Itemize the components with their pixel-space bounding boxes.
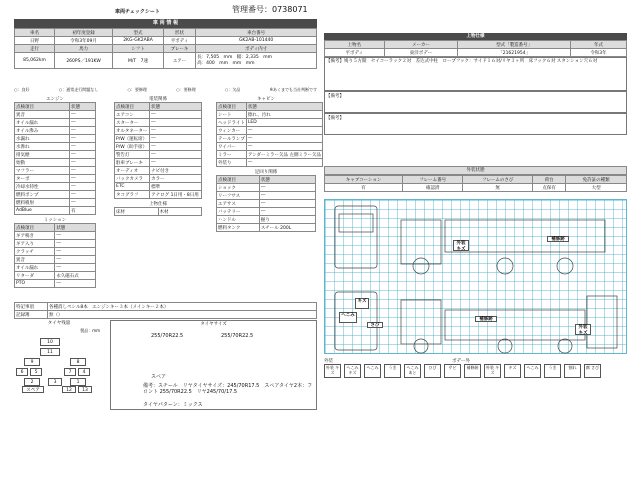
electric-item: スターター — [115, 119, 150, 127]
ext-col-rust: フレームのさび — [463, 176, 532, 184]
cabin-state: 擦れ、汚れ — [246, 111, 322, 119]
engine-row — [15, 199, 96, 207]
electric-item: バックカメラ — [115, 175, 150, 183]
record-label: 記録簿 — [15, 311, 48, 319]
electric-item: タコグラフ — [115, 191, 150, 199]
mission-row — [15, 248, 96, 256]
frame-table — [216, 175, 316, 232]
legend-good: ○：良好 — [14, 87, 30, 92]
legend-row-1 — [14, 87, 317, 93]
engine-item: 排気煙 — [15, 151, 70, 159]
electric-row — [115, 111, 202, 119]
electric-row — [115, 127, 202, 135]
tire-size-title: タイヤサイズ — [200, 322, 227, 327]
engine-state: ― — [70, 135, 96, 143]
car-name: 日野 — [15, 37, 55, 45]
cabin-row — [217, 111, 323, 119]
upper-spec-table — [324, 40, 627, 57]
engine-item: 燃料ポンプ — [15, 191, 70, 199]
upper-note2: 【備考】 — [324, 113, 627, 135]
mission-head-item: 点検項目 — [15, 224, 55, 232]
ext-col-frame: フレーム番号 — [403, 176, 463, 184]
mission-row — [15, 264, 96, 272]
truck-diagram — [324, 199, 627, 354]
engine-state: ― — [70, 143, 96, 151]
cabin-row — [217, 127, 323, 135]
mission-state: 永久磁石式 — [55, 272, 96, 280]
frame-state: ― — [259, 200, 315, 208]
cabin-row — [217, 159, 323, 167]
upper-col-model: 型式「製造番号」 — [458, 41, 571, 49]
frame-item: リーフサス — [217, 192, 260, 200]
electric-item: エアコン — [115, 111, 150, 119]
electric-state: ― — [150, 119, 202, 127]
upper-maker: 東洋ボデー — [384, 49, 458, 57]
upper-col-year: 年式 — [571, 41, 627, 49]
col-car-name: 車名 — [15, 29, 55, 37]
electric-state: ― — [150, 127, 202, 135]
legend2-item: へこみ キズ — [344, 364, 361, 378]
upper-spec-title: 上物仕様 — [324, 33, 627, 40]
engine-item: オイル滲み — [15, 127, 70, 135]
engine-item: 異音 — [15, 111, 70, 119]
electric-state: 標準 — [150, 183, 202, 191]
engine-row — [15, 111, 96, 119]
body-dims-line1: 長：7,505 mm 幅：2,335 mm — [197, 54, 272, 60]
control-number: 管理番号：0738071 — [232, 5, 308, 14]
engine-section — [14, 96, 96, 288]
engine-table — [14, 102, 96, 215]
legend-note: ※あくまでも当社判断です — [269, 87, 317, 92]
vehicle-info-table — [14, 28, 317, 69]
legend2-item: うき — [384, 364, 401, 378]
brake: エアー — [163, 53, 195, 69]
electric-row — [115, 191, 202, 199]
engine-item: ターボ — [15, 175, 70, 183]
frame-row — [217, 200, 316, 208]
engine-row — [15, 151, 96, 159]
mission-row — [15, 240, 96, 248]
cabin-state: LED — [246, 119, 322, 127]
cabin-state: ― — [246, 135, 322, 143]
mission-row — [15, 232, 96, 240]
electric-state: ナビ付き — [150, 167, 202, 175]
body-dims-line2: 高：400 mm mm mm — [197, 60, 255, 66]
legend2-item: 割れ — [564, 364, 581, 378]
frame-row — [217, 208, 316, 216]
tire-size-note: 備考：スチール リヤタイヤサイズ：245/70R17.5 スペアタイヤ2本：フロント 255/70R22.5 リヤ245/70/17.5 — [143, 383, 313, 395]
cabin-row — [217, 151, 323, 159]
ext-caution: 有 — [325, 184, 403, 192]
tag-damage-1: 外装 キズ — [453, 240, 469, 251]
tire-6: 6 — [16, 368, 28, 376]
mission-state: ― — [55, 256, 96, 264]
col-shift: シフト — [113, 45, 164, 53]
legend2-row — [324, 364, 627, 382]
tire-11: 11 — [40, 348, 60, 356]
cabin-item: シート — [217, 111, 247, 119]
frame-state: スチール 200L — [259, 224, 315, 232]
mission-title: ミッション — [43, 218, 67, 223]
tire-13: 13 — [78, 386, 92, 393]
engine-item: 水滲れ — [15, 143, 70, 151]
engine-state: ― — [70, 191, 96, 199]
upper-name: 平ボディ — [325, 49, 385, 57]
frame-item: 燃料タンク — [217, 224, 260, 232]
legend-repair2: ○：要修理 — [176, 87, 196, 92]
engine-state: ― — [70, 183, 96, 191]
mission-table — [14, 223, 96, 288]
cabin-head-state: 状態 — [246, 103, 322, 111]
ext-bed: 点保有 — [532, 184, 565, 192]
engine-state: ― — [70, 175, 96, 183]
cabin-item: テールランプ — [218, 136, 245, 142]
engine-item: 燃料噴射 — [15, 199, 70, 207]
legend2-title-body: ボデー外 — [452, 359, 470, 364]
electric-state: ― — [150, 159, 202, 167]
frame-item: ショック — [217, 184, 260, 192]
tire-1: 1 — [70, 378, 86, 386]
engine-row — [15, 143, 96, 151]
cabin-item: ワイパー — [217, 143, 247, 151]
col-chassis: 車台番号 — [196, 29, 317, 37]
uprig-title: 上物仕様 — [149, 202, 167, 207]
mission-row — [15, 272, 96, 280]
mission-item: クラッチ — [15, 248, 55, 256]
col-body-dims: ボディ内寸 — [196, 45, 317, 53]
vehicle-info-section — [14, 19, 317, 69]
cabin-row — [217, 119, 323, 127]
tag-dent: へこみ — [339, 312, 357, 323]
mission-item: 異音 — [15, 256, 55, 264]
upper-col-name: 上物名 — [325, 41, 385, 49]
engine-item: オイル漏れ — [15, 119, 70, 127]
frame-head-state: 状態 — [259, 176, 315, 184]
mileage: 85,062km — [15, 53, 55, 69]
tire-size-spare: スペア — [151, 374, 167, 380]
electric-title: 電装関係 — [149, 97, 167, 102]
col-model: 型式 — [113, 29, 164, 37]
special-notes — [14, 302, 317, 319]
electric-head-state: 状態 — [150, 103, 202, 111]
electric-state: ― — [150, 151, 202, 159]
cabin-section — [216, 96, 321, 232]
mission-item: PTO — [15, 280, 55, 288]
tire-7: 7 — [64, 368, 76, 376]
col-brake: ブレーキ — [163, 45, 195, 53]
engine-item: マフラー — [15, 167, 70, 175]
frame-item: バッテリー — [217, 208, 260, 216]
cabin-item: 外装り — [217, 159, 247, 167]
electric-item: P/W（助手席） — [115, 143, 150, 151]
electric-row — [115, 175, 202, 183]
uprig-item: 床材 — [115, 208, 159, 216]
tire-5: 5 — [30, 368, 42, 376]
electric-row — [115, 159, 202, 167]
mission-item: リターダ — [15, 272, 55, 280]
frame-state: 握り — [259, 216, 315, 224]
engine-title: エンジン — [46, 97, 64, 102]
engine-state: ― — [70, 167, 96, 175]
upper-note1: 【備考】 — [324, 91, 627, 113]
frame-row — [217, 224, 316, 232]
cabin-title: キャビン — [257, 97, 275, 102]
cabin-row — [217, 143, 323, 151]
exterior-section — [324, 166, 627, 192]
electric-row — [115, 135, 202, 143]
engine-head-item: 点検項目 — [15, 103, 70, 111]
electric-state: ― — [150, 143, 202, 151]
tire-size — [110, 320, 317, 410]
legend-missing: ○：欠品 — [224, 87, 241, 92]
electric-section — [114, 96, 202, 216]
frame-head-item: 点検項目 — [217, 176, 260, 184]
horsepower: 260PS／191KW — [54, 53, 112, 69]
legend2-item: 補修跡 — [464, 364, 481, 378]
record-value: 無（） — [48, 311, 317, 319]
engine-row — [15, 175, 96, 183]
frame-row — [217, 216, 316, 224]
first-reg: 令和3年09月 — [54, 37, 112, 45]
col-first-reg: 初年度登録 — [54, 29, 112, 37]
electric-item: オルタネーター — [115, 127, 150, 135]
mission-state: ― — [55, 248, 96, 256]
electric-head-item: 点検項目 — [115, 103, 150, 111]
electric-row — [115, 119, 202, 127]
ext-frame: 確認済 — [403, 184, 463, 192]
cabin-table — [216, 102, 323, 167]
cabin-row — [217, 135, 323, 143]
mission-item: ギア入り — [15, 240, 55, 248]
cabin-item: ミラー — [217, 151, 247, 159]
engine-state: 有 — [70, 207, 96, 215]
electric-row — [115, 183, 202, 191]
legend-ok: ○：通常走行問題なし — [58, 87, 99, 92]
electric-row — [115, 167, 202, 175]
ext-license: 大型 — [566, 184, 627, 192]
doc-title: 車両チェックシート — [115, 9, 160, 15]
tag-repair-2: 補修跡 — [475, 316, 497, 322]
engine-item: 水漏れ — [15, 135, 70, 143]
engine-row — [15, 159, 96, 167]
engine-row — [15, 191, 96, 199]
tire-size-front2: 255/70R22.5 — [221, 333, 254, 339]
electric-table — [114, 102, 202, 199]
exterior-title: 外装状態 — [324, 166, 627, 175]
tire-8: 8 — [70, 358, 86, 366]
tire-4: 4 — [78, 368, 90, 376]
engine-state: ― — [70, 127, 96, 135]
electric-state: ― — [150, 135, 202, 143]
tag-rust: さび — [367, 322, 383, 328]
chassis: GK2AB-101440 — [196, 37, 317, 45]
cabin-head-item: 点検項目 — [217, 103, 247, 111]
legend2-item: サビ — [444, 364, 461, 378]
shift: M/T 7速 — [113, 53, 164, 69]
ext-col-caution: キャブコーション — [325, 176, 403, 184]
electric-item: 駐車ブレーキ — [115, 159, 150, 167]
legend2-title-ext: 外装 — [324, 359, 333, 364]
frame-item: エアサス — [217, 200, 260, 208]
legend-repair: ○：要修理 — [127, 87, 147, 92]
upper-col-maker: メーカー — [384, 41, 458, 49]
engine-state: ― — [70, 119, 96, 127]
cabin-item: ウィンカー — [217, 127, 247, 135]
engine-row — [15, 119, 96, 127]
notes-text: 各種消しペシル8本 エンジンキー３本（メインキー２本） — [48, 303, 317, 311]
shape: 平ボディ — [163, 37, 195, 45]
electric-item: 警告灯 — [115, 151, 150, 159]
tire-pattern: タイヤパターン：ミックス — [143, 402, 203, 408]
mission-item: オイル漏れ — [15, 264, 55, 272]
electric-item: P/W（運転席） — [115, 135, 150, 143]
legend2-item: 外装 キズ — [324, 364, 341, 378]
mission-state: ― — [55, 240, 96, 248]
electric-item: オーディオ — [115, 167, 150, 175]
exterior-table — [324, 175, 627, 192]
engine-row — [15, 207, 96, 215]
uprig-table — [114, 207, 202, 216]
engine-row — [15, 183, 96, 191]
upper-model: 「21621954」 — [458, 49, 571, 57]
engine-state: ― — [70, 151, 96, 159]
tire-remaining — [14, 320, 104, 392]
cabin-state: ― — [246, 127, 322, 135]
frame-state: ― — [259, 208, 315, 216]
tag-scratch: キズ — [355, 298, 369, 309]
tag-damage-2: 外装 キズ — [575, 324, 591, 335]
mission-item: ギア鳴き — [15, 232, 55, 240]
engine-state: ― — [70, 159, 96, 167]
legend2-item: ひび — [424, 364, 441, 378]
electric-state: カラー — [150, 175, 202, 183]
engine-state: ― — [70, 111, 96, 119]
legend2-item: 外装 キズ — [484, 364, 501, 378]
engine-item: 始動 — [15, 159, 70, 167]
electric-state: アナログ 1日用・8日用 — [150, 191, 202, 199]
legend2-item: へこみ — [364, 364, 381, 378]
body-dims — [196, 53, 317, 69]
special-notes-table — [14, 302, 317, 319]
ext-col-bed: 荷台 — [532, 176, 565, 184]
frame-title: 足回り関係 — [254, 170, 278, 175]
mission-head-state: 状態 — [55, 224, 96, 232]
tire-9: 9 — [24, 358, 40, 366]
cabin-item: ヘッドライト — [218, 120, 245, 126]
ext-rust: 無 — [463, 184, 532, 192]
engine-item: 冷却水特性 — [15, 183, 70, 191]
tire-3: 3 — [48, 378, 62, 386]
legend2-item: へこみ — [524, 364, 541, 378]
electric-row — [115, 143, 202, 151]
engine-item: AdBlue — [15, 207, 70, 215]
frame-state: ― — [259, 184, 315, 192]
ext-col-license: 免許証の種類 — [566, 176, 627, 184]
electric-row — [115, 151, 202, 159]
engine-state: ― — [70, 199, 96, 207]
vehicle-info-title: 車 両 情 報 — [14, 19, 317, 28]
upper-desc: 【備考】鳩り５方開 セイコーラック２対 差込式中柱 ロープフック：サイド１６対/リヤ３ヶ所 床フック６対 スタンション穴６対 — [324, 57, 627, 91]
electric-state: ― — [150, 111, 202, 119]
uprig-state: 木材 — [158, 208, 202, 216]
tire-12: 12 — [62, 386, 76, 393]
tire-2: 2 — [24, 378, 40, 386]
engine-head-state: 状態 — [70, 103, 96, 111]
tire-unit: 製品：mm — [80, 328, 100, 333]
upper-year: 令和3年 — [571, 49, 627, 57]
frame-row — [217, 184, 316, 192]
col-horsepower: 馬力 — [54, 45, 112, 53]
engine-row — [15, 135, 96, 143]
legend2-item: へこみ あと — [404, 364, 421, 378]
legend2-item: 腐 さび — [584, 364, 601, 378]
tire-size-front1: 255/70R22.5 — [151, 333, 184, 339]
engine-row — [15, 167, 96, 175]
frame-row — [217, 192, 316, 200]
uprig-row — [115, 208, 202, 216]
upper-spec-section — [324, 33, 627, 135]
tag-repair-1: 補修跡 — [547, 236, 569, 242]
cabin-state: ― — [246, 143, 322, 151]
cabin-state: ― — [246, 159, 322, 167]
tire-remaining-title: タイヤ残量 — [47, 321, 71, 326]
col-mileage: 走行 — [15, 45, 55, 53]
mission-state: ― — [55, 280, 96, 288]
mission-state: ― — [55, 232, 96, 240]
frame-item: ハンドル — [217, 216, 260, 224]
tire-10: 10 — [40, 338, 60, 346]
electric-item: ETC — [115, 183, 150, 191]
tire-spare: スペア — [22, 386, 44, 393]
mission-row — [15, 280, 96, 288]
legend2-item: キズ — [504, 364, 521, 378]
engine-row — [15, 127, 96, 135]
mission-row — [15, 256, 96, 264]
model: 2KG-GK2ABA — [113, 37, 164, 45]
notes-label: 特記事項 — [15, 303, 48, 311]
col-shape: 形状 — [163, 29, 195, 37]
mission-state: ― — [55, 264, 96, 272]
cabin-state: アンダーミラー欠品 左側ミラー欠品 — [247, 152, 321, 158]
frame-state: ― — [259, 192, 315, 200]
legend2-item: うき — [544, 364, 561, 378]
